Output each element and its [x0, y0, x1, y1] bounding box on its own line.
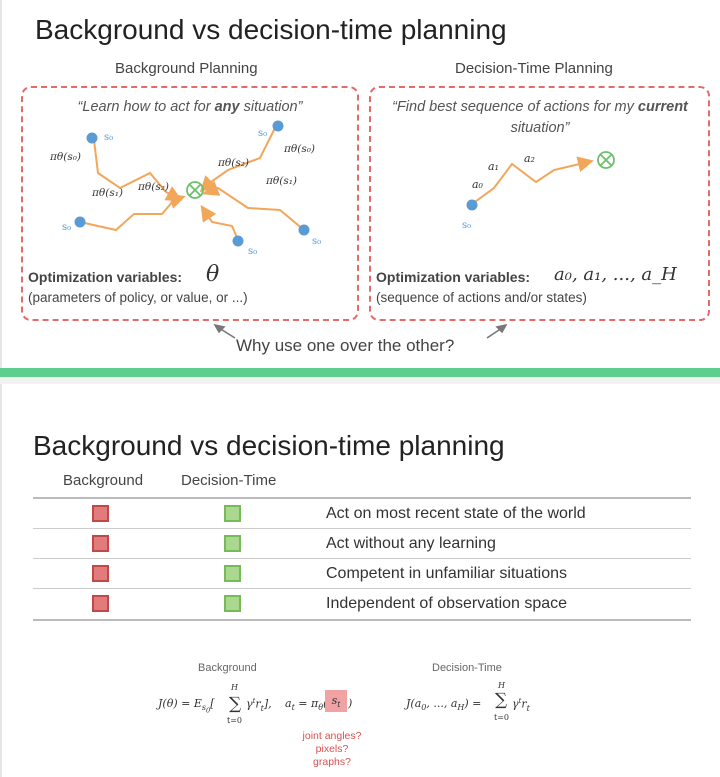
left-optimization-symbol: θ: [206, 262, 220, 287]
s0-label: s₀: [248, 246, 258, 257]
quote-text: situation”: [510, 120, 570, 136]
policy-equation: $a_t = \pi_\theta$: [285, 697, 324, 713]
row-label: Act on most recent state of the world: [326, 505, 586, 522]
action-label: a₁: [488, 160, 499, 173]
decision-time-planning-heading: Decision-Time Planning: [455, 60, 613, 77]
s0-label: s₀: [312, 236, 322, 247]
policy-label: πθ(s₁): [92, 187, 124, 199]
trajectory-path: [204, 210, 238, 240]
column-header-decision-time: Decision-Time: [181, 472, 277, 489]
right-optimization-description: (sequence of actions and/or states): [376, 290, 587, 305]
sum-upper: H: [231, 683, 238, 692]
observation-space-note: [292, 730, 372, 769]
table-rule: [33, 619, 691, 621]
slide-accent-bar: [0, 368, 720, 377]
column-header-background: Background: [63, 472, 144, 489]
right-optimization-symbol: a₀, a₁, ..., a_H: [554, 264, 677, 285]
decision-time-yes-marker: [224, 565, 241, 582]
action-label: a₀: [472, 178, 483, 191]
start-state-node: [75, 217, 86, 228]
formula-heading-background: Background: [198, 662, 257, 674]
formula-close: ): [348, 697, 353, 710]
background-no-marker: [92, 535, 109, 552]
table-rule: [33, 588, 691, 589]
background-quote: [24, 97, 356, 118]
s0-label: s₀: [258, 128, 268, 139]
trajectory-path: [80, 198, 180, 230]
goal-icon: [598, 152, 614, 168]
note-line: joint angles?: [302, 730, 362, 742]
background-no-marker: [92, 505, 109, 522]
quote-emphasis: current: [637, 99, 688, 115]
decision-time-quote: [374, 97, 706, 139]
note-line: graphs?: [313, 756, 351, 768]
s0-label: s₀: [104, 132, 114, 143]
left-optimization-label: Optimization variables:: [28, 269, 183, 285]
decision-time-yes-marker: [224, 595, 241, 612]
policy-label: πθ(s₂): [138, 181, 170, 193]
formula-body: $\gamma^tr_t$: [512, 697, 530, 713]
formula-body: $\gamma^tr_t$],: [246, 697, 272, 713]
row-label: Competent in unfamiliar situations: [326, 565, 568, 582]
table-rule: [33, 528, 691, 529]
why-question: Why use one over the other?: [236, 336, 455, 355]
decision-time-yes-marker: [224, 505, 241, 522]
start-state-node: [273, 121, 284, 132]
goal-icon: [187, 182, 203, 198]
quote-text: situation”: [239, 99, 303, 115]
formula-lhs: $J(\theta) = E_{s_0}$[: [158, 697, 215, 715]
slide-title: Background vs decision-time planning: [33, 430, 505, 461]
note-line: pixels?: [315, 743, 349, 755]
row-label: Independent of observation space: [326, 595, 568, 612]
table-rule: [33, 558, 691, 559]
start-state-node: [87, 133, 98, 144]
sum-upper: H: [498, 681, 505, 690]
right-optimization-label: Optimization variables:: [376, 269, 531, 285]
quote-text: “Find best sequence of actions for my: [392, 99, 638, 115]
policy-label: πθ(s₀): [50, 151, 82, 163]
formula-heading-decision-time: Decision-Time: [432, 662, 502, 674]
start-state-node: [467, 200, 478, 211]
background-no-marker: [92, 565, 109, 582]
s0-label: s₀: [62, 222, 72, 233]
start-state-node: [299, 225, 310, 236]
sum-symbol: ∑: [229, 694, 242, 714]
quote-emphasis: any: [214, 99, 240, 115]
quote-text: “Learn how to act for: [77, 99, 215, 115]
state-highlight: $s_t$: [325, 690, 347, 712]
sum-symbol: ∑: [495, 690, 508, 710]
row-label: Act without any learning: [326, 535, 496, 552]
background-planning-heading: Background Planning: [115, 60, 258, 77]
decision-time-planning-diagram: [442, 140, 622, 235]
slide-background-vs-decision-time: [0, 0, 720, 370]
left-optimization-description: (parameters of policy, or value, or ...): [28, 290, 248, 305]
table-rule: [33, 497, 691, 499]
decision-time-yes-marker: [224, 535, 241, 552]
formula-lhs: $J(a_0$, ..., $a_H$) =: [406, 697, 482, 713]
start-state-node: [233, 236, 244, 247]
policy-label: πθ(s₀): [284, 143, 316, 155]
s0-label: s₀: [462, 220, 472, 231]
sum-lower: t=0: [227, 716, 243, 725]
sum-lower: t=0: [494, 713, 510, 722]
action-label: a₂: [524, 152, 535, 165]
policy-label: πθ(s₁): [266, 175, 298, 187]
background-no-marker: [92, 595, 109, 612]
slide-title: Background vs decision-time planning: [35, 14, 507, 45]
policy-label: πθ(s₂): [218, 157, 250, 169]
background-planning-diagram: [22, 118, 358, 258]
